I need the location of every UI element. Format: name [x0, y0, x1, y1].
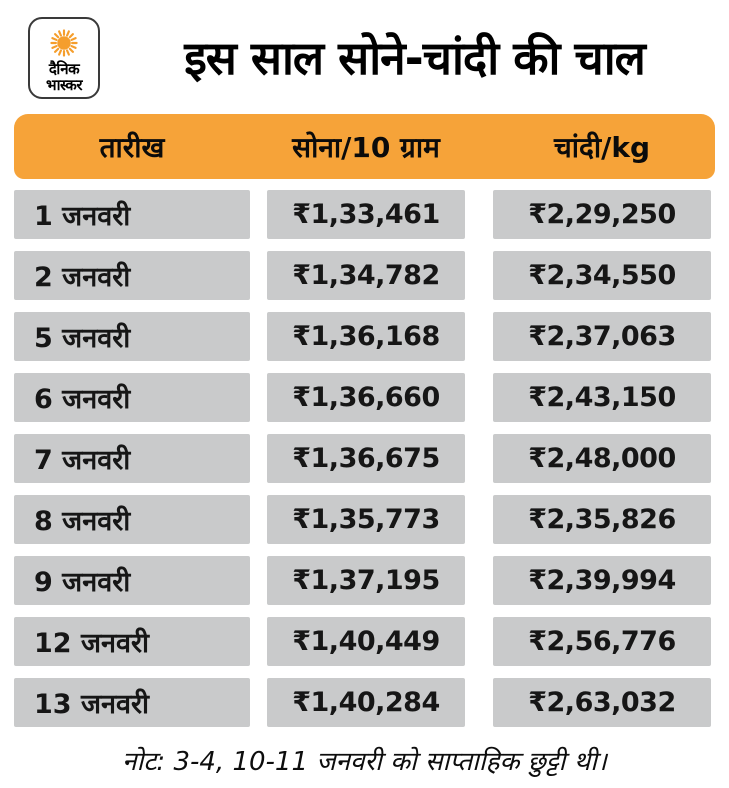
logo-wordmark [46, 62, 82, 93]
silver-price-cell: ₹2,63,032 [493, 678, 711, 727]
footnote: नोट: 3-4, 10-11 जनवरी को साप्ताहिक छुट्टी थी। [122, 747, 607, 777]
date-cell: 5 जनवरी [14, 312, 250, 361]
gold-price-cell: ₹1,36,660 [267, 373, 465, 422]
date-cell: 8 जनवरी [14, 495, 250, 544]
gold-price-cell: ₹1,40,449 [267, 617, 465, 666]
masthead [0, 0, 729, 100]
date-cell: 9 जनवरी [14, 556, 250, 605]
gold-price-cell: ₹1,36,675 [267, 434, 465, 483]
table-row [14, 190, 715, 239]
silver-price-cell: ₹2,29,250 [493, 190, 711, 239]
date-cell: 1 जनवरी [14, 190, 250, 239]
gold-price-cell: ₹1,37,195 [267, 556, 465, 605]
silver-price-cell: ₹2,56,776 [493, 617, 711, 666]
table-row [14, 312, 715, 361]
gold-price-cell: ₹1,35,773 [267, 495, 465, 544]
column-header-gold: सोना/10 ग्राम [292, 130, 440, 164]
price-table [0, 114, 729, 727]
gold-price-cell: ₹1,36,168 [267, 312, 465, 361]
date-cell: 7 जनवरी [14, 434, 250, 483]
logo-line-2: भास्कर [46, 75, 82, 94]
table-row [14, 434, 715, 483]
column-header-silver: चांदी/kg [553, 130, 651, 164]
sun-icon [46, 25, 82, 61]
table-row [14, 556, 715, 605]
table-row [14, 251, 715, 300]
table-row [14, 678, 715, 727]
gold-price-cell: ₹1,33,461 [267, 190, 465, 239]
silver-price-cell: ₹2,48,000 [493, 434, 711, 483]
silver-price-cell: ₹2,34,550 [493, 251, 711, 300]
date-cell: 6 जनवरी [14, 373, 250, 422]
table-row [14, 373, 715, 422]
table-header-row [14, 114, 715, 179]
gold-price-cell: ₹1,40,284 [267, 678, 465, 727]
logo-line-1: दैनिक [48, 60, 80, 79]
silver-price-cell: ₹2,39,994 [493, 556, 711, 605]
silver-price-cell: ₹2,35,826 [493, 495, 711, 544]
column-header-date: तारीख [99, 130, 165, 164]
table-row [14, 495, 715, 544]
silver-price-cell: ₹2,37,063 [493, 312, 711, 361]
date-cell: 2 जनवरी [14, 251, 250, 300]
page-title: इस साल सोने-चांदी की चाल [184, 30, 645, 85]
gold-price-cell: ₹1,34,782 [267, 251, 465, 300]
date-cell: 13 जनवरी [14, 678, 250, 727]
table-row [14, 617, 715, 666]
silver-price-cell: ₹2,43,150 [493, 373, 711, 422]
table-body [14, 190, 715, 727]
date-cell: 12 जनवरी [14, 617, 250, 666]
dainik-bhaskar-logo [28, 17, 100, 99]
